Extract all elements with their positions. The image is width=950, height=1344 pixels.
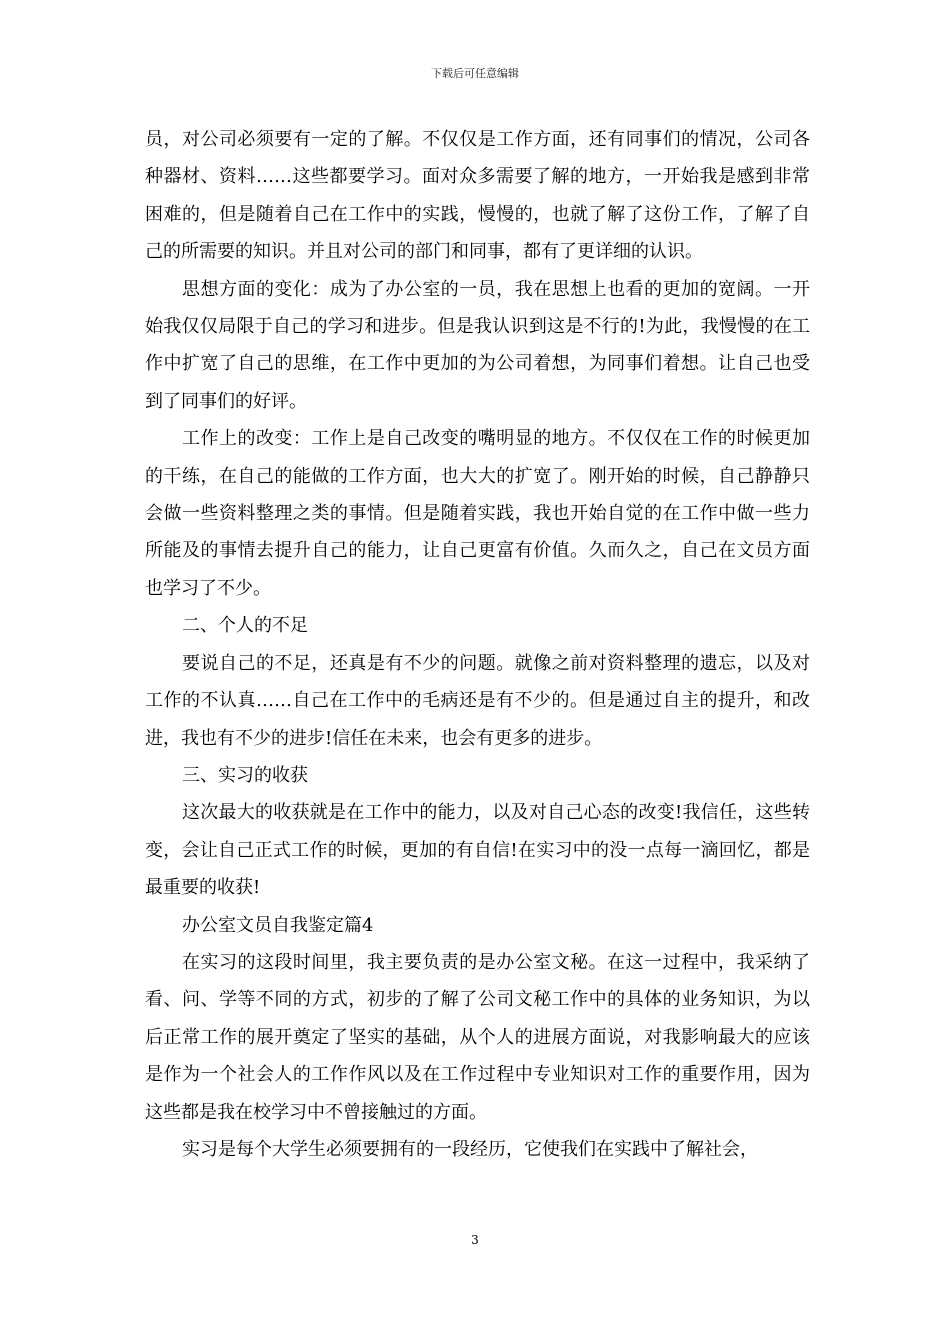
section-heading: 二、个人的不足 bbox=[182, 615, 308, 637]
paragraph: 工作上的改变：工作上是自己改变的嘴明显的地方。不仅仅在工作的时候更加的干练，在自己的能做的工作方面，也大大的扩宽了。刚开始的时候，自己静静只会做一些资料整理之类的事情。但是随着实践，我也开始自觉的在工作中做一些力所能及的事情去提升自己的能力，让自己更富有价值。久而久之，自己在文员方面也学习了不少。 bbox=[145, 428, 810, 599]
paragraph: 在实习的这段时间里，我主要负责的是办公室文秘。在这一过程中，我采纳了看、问、学等不同的方式，初步的了解了公司文秘工作中的具体的业务知识，为以后正常工作的展开奠定了坚实的基础，从个人的进展方面说，对我影响最大的应该是作为一个社会人的工作作风以及在工作过程中专业知识对工作的重要作用，因为这些都是我在校学习中不曾接触过的方面。 bbox=[145, 951, 810, 1123]
paragraph: 要说自己的不足，还真是有不少的问题。就像之前对资料整理的遗忘，以及对工作的不认真……自己在工作中的毛病还是有不少的。但是通过自主的提升，和改进，我也有不少的进步!信任在未来，也会有更多的进步。 bbox=[145, 652, 810, 749]
section-heading: 三、实习的收获 bbox=[182, 764, 308, 786]
paragraph: 这次最大的收获就是在工作中的能力，以及对自己心态的改变!我信任，这些转变，会让自己正式工作的时候，更加的有自信!在实习中的没一点每一滴回忆，都是最重要的收获! bbox=[145, 802, 810, 899]
paragraph: 思想方面的变化：成为了办公室的一员，我在思想上也看的更加的宽阔。一开始我仅仅局限于自己的学习和进步。但是我认识到这是不行的!为此，我慢慢的在工作中扩宽了自己的思维，在工作中更加的为公司着想，为同事们着想。让自己也受到了同事们的好评。 bbox=[145, 278, 810, 412]
paragraph: 实习是每个大学生必须要拥有的一段经历，它使我们在实践中了解社会， bbox=[182, 1138, 758, 1160]
section-heading: 办公室文员自我鉴定篇4 bbox=[182, 914, 374, 936]
paragraph: 员，对公司必须要有一定的了解。不仅仅是工作方面，还有同事们的情况，公司各种器材、资料……这些都要学习。面对众多需要了解的地方，一开始我是感到非常困难的，但是随着自己在工作中的实践，慢慢的，也就了解了这份工作，了解了自己的所需要的知识。并且对公司的部门和同事，都有了更详细的认识。 bbox=[145, 129, 810, 263]
page-number: 3 bbox=[471, 1233, 479, 1247]
document-body bbox=[145, 121, 810, 1168]
page-header: 下载后可任意编辑 bbox=[431, 67, 519, 80]
